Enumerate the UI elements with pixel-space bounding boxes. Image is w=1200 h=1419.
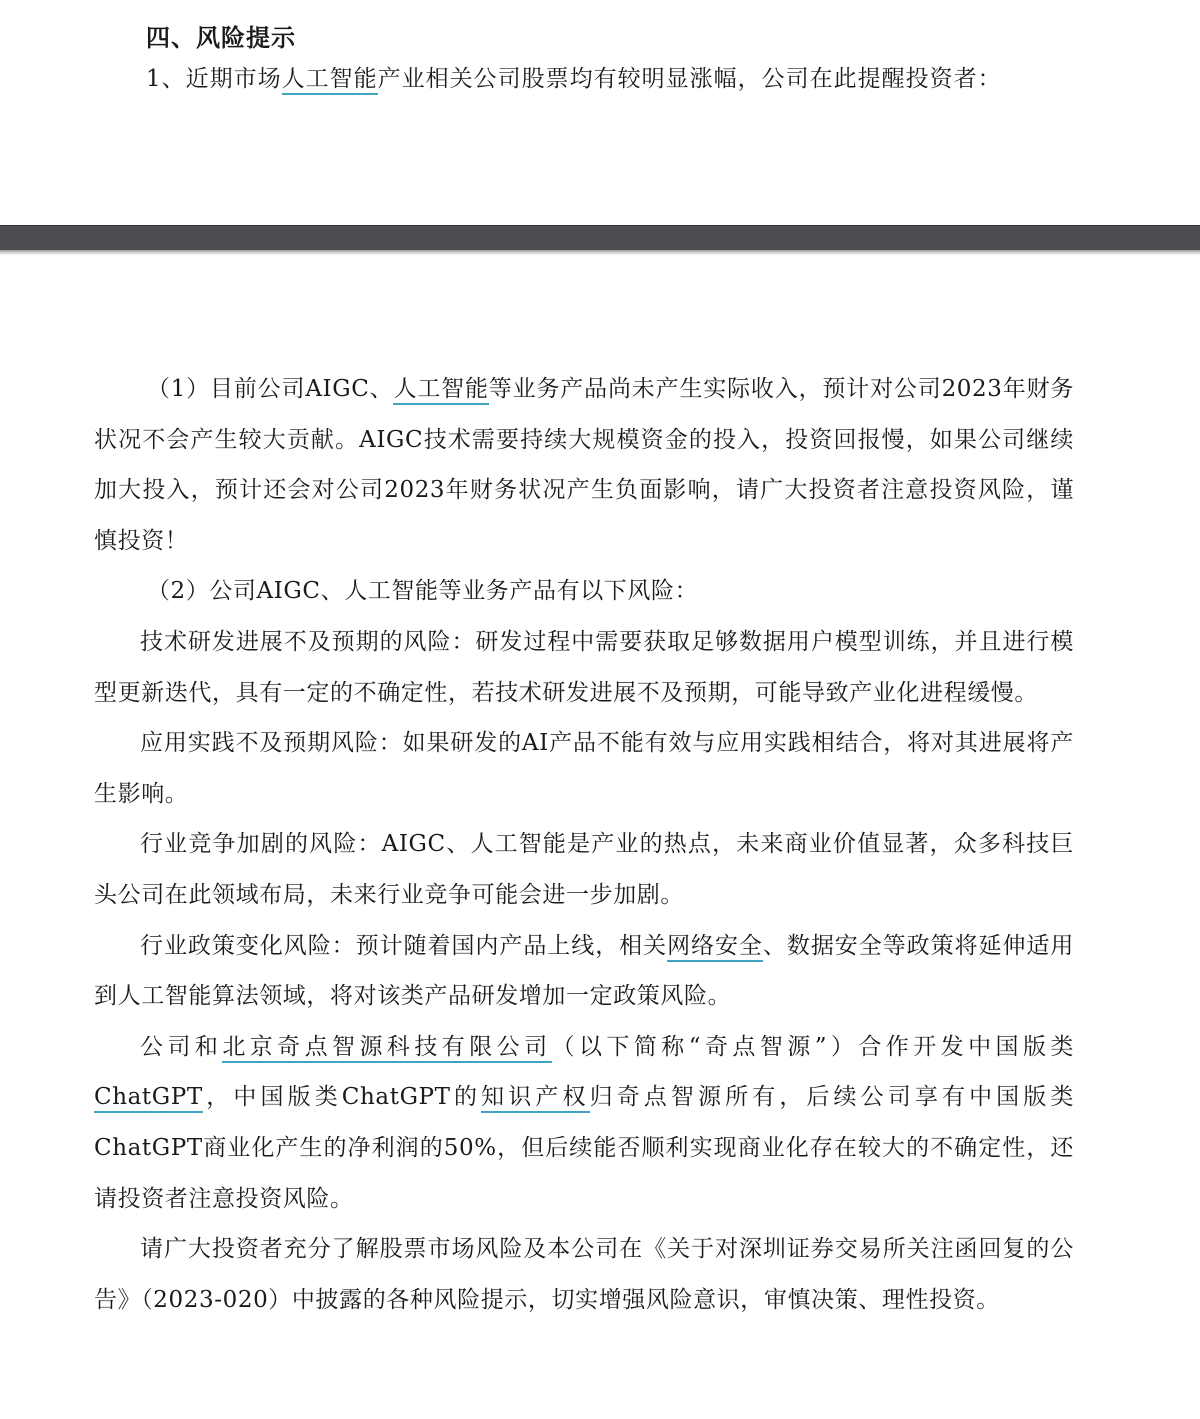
paragraph [94, 617, 1074, 718]
inline-link[interactable]: 网络安全 [667, 933, 763, 962]
text-run: （2）公司AIGC、人工智能等业务产品有以下风险： [146, 578, 699, 605]
text-run: （1）目前公司AIGC、 [146, 376, 394, 402]
inline-link[interactable]: 人工智能 [282, 66, 378, 95]
inline-link[interactable]: 知识产权 [481, 1084, 589, 1113]
text-run: 技术研发进展不及预期的风险：研发过程中需要获取足够数据用户模型训练，并且进行模型更新迭代，具有一定的不确定性，若技术研发进展不及预期，可能导致产业化进程缓慢。 [94, 628, 1074, 706]
text-run: 请广大投资者充分了解股票市场风险及本公司在《关于对深圳证券交易所关注函回复的公告》（2023-020）中披露的各种风险提示，切实增强风险意识，审慎决策、理性投资。 [94, 1236, 1074, 1313]
text-run: 公司和 [140, 1033, 223, 1060]
text-run: 产业相关公司股票均有较明显涨幅，公司在此提醒投资者： [377, 66, 1002, 92]
text-run: 归奇点智源所有，后续公司享有中国版类ChatGPT商业化产生的净利润的50%，但后续能否顺利实现商业化存在较大的不确定性，还请投资者注意投资风险。 [94, 1084, 1074, 1212]
paragraph [94, 1022, 1074, 1224]
inline-link[interactable]: ChatGPT [94, 1084, 203, 1113]
text-run: 行业竞争加剧的风险：AIGC、人工智能是产业的热点，未来商业价值显著，众多科技巨头公司在此领域布局，未来行业竞争可能会进一步加剧。 [94, 831, 1074, 908]
paragraph [94, 364, 1074, 566]
text-run: ，中国版类ChatGPT的 [202, 1084, 482, 1111]
text-run: 行业政策变化风险：预计随着国内产品上线，相关 [140, 932, 668, 959]
text-run: （以下简称“奇点智源”）合作开发中国版类 [551, 1033, 1074, 1060]
text-run: 1、近期市场 [146, 66, 282, 92]
text-run: 、数据安全等政策将延伸适用到人工智能算法领域，将对该类产品研发增加一定政策风险。 [94, 932, 1074, 1010]
paragraph [94, 1224, 1074, 1325]
inline-link[interactable]: 北京奇点智源科技有限公司 [222, 1034, 551, 1063]
paragraph [94, 566, 1074, 617]
page-break-divider [0, 225, 1200, 250]
paragraph [94, 718, 1074, 819]
document-body [94, 364, 1074, 1325]
intro-line [146, 60, 1002, 93]
paragraph [94, 921, 1074, 1022]
text-run: 等业务产品尚未产生实际收入，预计对公司2023年财务状况不会产生较大贡献。AIGC技术需要持续大规模资金的投入，投资回报慢，如果公司继续加大投入，预计还会对公司2023年财务状况产生负面影响，请广大投资者注意投资风险，谨慎投资！ [94, 376, 1074, 554]
text-run: 应用实践不及预期风险：如果研发的AI产品不能有效与应用实践相结合，将对其进展将产生影响。 [94, 730, 1074, 807]
paragraph [94, 819, 1074, 920]
section-heading: 四、风险提示 [146, 24, 296, 52]
inline-link[interactable]: 人工智能 [393, 376, 488, 405]
